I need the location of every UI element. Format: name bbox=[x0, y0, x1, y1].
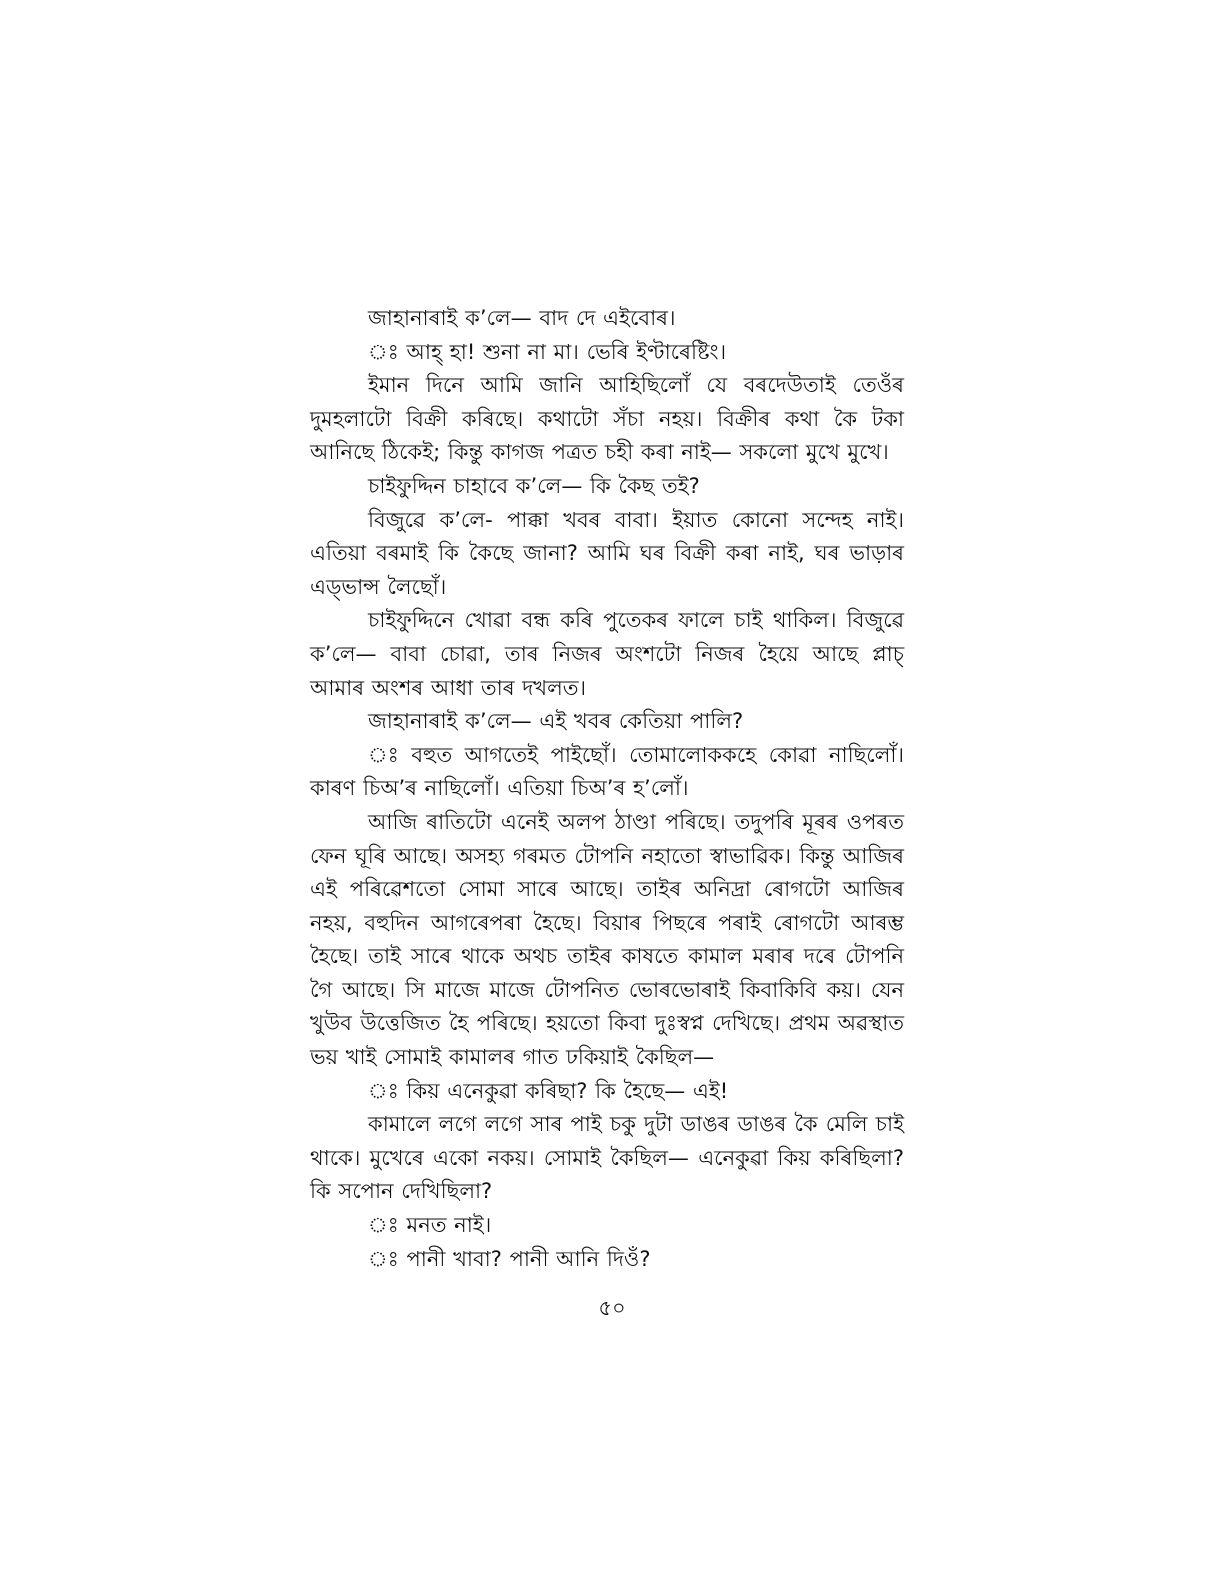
paragraph-10: ঃ কিয় এনেকুৱা কৰিছা? কি হৈছে— এই! bbox=[368, 1078, 729, 1103]
body-text bbox=[310, 302, 904, 1276]
paragraph-4: চাইফুদ্দিন চাহাবে ক’লে— কি কৈছ তই? bbox=[368, 473, 700, 498]
paragraph-9: আজি ৰাতিটো এনেই অলপ ঠাণ্ডা পৰিছে। তদুপৰি মূৰৰ ওপৰত ফেন ঘূৰি আছে। অসহ্য গৰমত টোপনি নহাতো স্বাভাৱিক। কিন্তু আজিৰ এই পৰিৱেশতো সোমা সাৰে আছে। তাইৰ অনিদ্ৰা ৰোগটো আজিৰ নহয়, বহুদিন আগৰেপৰা হৈছে। বিয়াৰ পিছৰে পৰাই ৰোগটো আৰম্ভ হৈছে। তাই সাৰে থাকে অথচ তাইৰ কাষতে কামাল মৰাৰ দৰে টোপনি গৈ আছে। সি মাজে মাজে টোপনিত ভোৰভোৰাই কিবাকিবি কয়। যেন খুউব উত্তেজিত হৈ পৰিছে। হয়তো কিবা দুঃস্বপ্ন দেখিছে। প্ৰথম অৱস্থাত ভয় খাই সোমাই কামালৰ গাত ঢকিয়াই কৈছিল— bbox=[310, 809, 904, 1070]
paragraph-3: ইমান দিনে আমি জানি আহিছিলোঁ যে বৰদেউতাই তেওঁৰ দুমহলাটো বিক্ৰী কৰিছে। কথাটো সঁচা নহয়। বিক্ৰীৰ কথা কৈ টকা আনিছে ঠিকেই; কিন্তু কাগজ পত্ৰত চহী কৰা নাই— সকলো মুখে মুখে। bbox=[310, 373, 904, 465]
paragraph-11: কামালে লগে লগে সাৰ পাই চকু দুটা ডাঙৰ ডাঙৰ কৈ মেলি চাই থাকে। মুখেৰে একো নকয়। সোমাই কৈছিল— এনেকুৱা কিয় কৰিছিলা? কি সপোন দেখিছিলা? bbox=[310, 1112, 904, 1204]
paragraph-5: বিজুৱে ক’লে- পাক্কা খবৰ বাবা। ইয়াত কোনো সন্দেহ নাই। এতিয়া বৰমাই কি কৈছে জানা? আমি ঘৰ বিক্ৰী কৰা নাই, ঘৰ ভাড়াৰ এড্‌ভান্স লৈছোঁ। bbox=[310, 507, 904, 599]
paragraph-13: ঃ পানী খাবা? পানী আনি দিওঁ? bbox=[368, 1246, 651, 1271]
paragraph-2: ঃ আহ্‌ হা! শুনা না মা। ভেৰি ইণ্টাৰেষ্টিং। bbox=[368, 339, 727, 364]
paragraph-7: জাহানাৰাই ক’লে— এই খবৰ কেতিয়া পালি? bbox=[368, 709, 744, 734]
paragraph-12: ঃ মনত নাই। bbox=[368, 1213, 492, 1238]
paragraph-6: চাইফুদ্দিনে খোৱা বন্ধ কৰি পুতেকৰ ফালে চাই থাকিল। বিজুৱে ক’লে— বাবা চোৱা, তাৰ নিজৰ অংশটো নিজৰ হৈয়ে আছে প্লাচ্‌ আমাৰ অংশৰ আধা তাৰ দখলত। bbox=[310, 608, 904, 700]
paragraph-8: ঃ বহুত আগতেই পাইছোঁ। তোমালোককহে কোৱা নাছিলোঁ। কাৰণ চিঅ’ৰ নাছিলোঁ। এতিয়া চিঅ’ৰ হ’লোঁ। bbox=[310, 742, 904, 801]
page-number: ৫০ bbox=[598, 1296, 626, 1320]
paragraph-1: জাহানাৰাই ক’লে— বাদ দে এইবোৰ। bbox=[368, 306, 676, 330]
